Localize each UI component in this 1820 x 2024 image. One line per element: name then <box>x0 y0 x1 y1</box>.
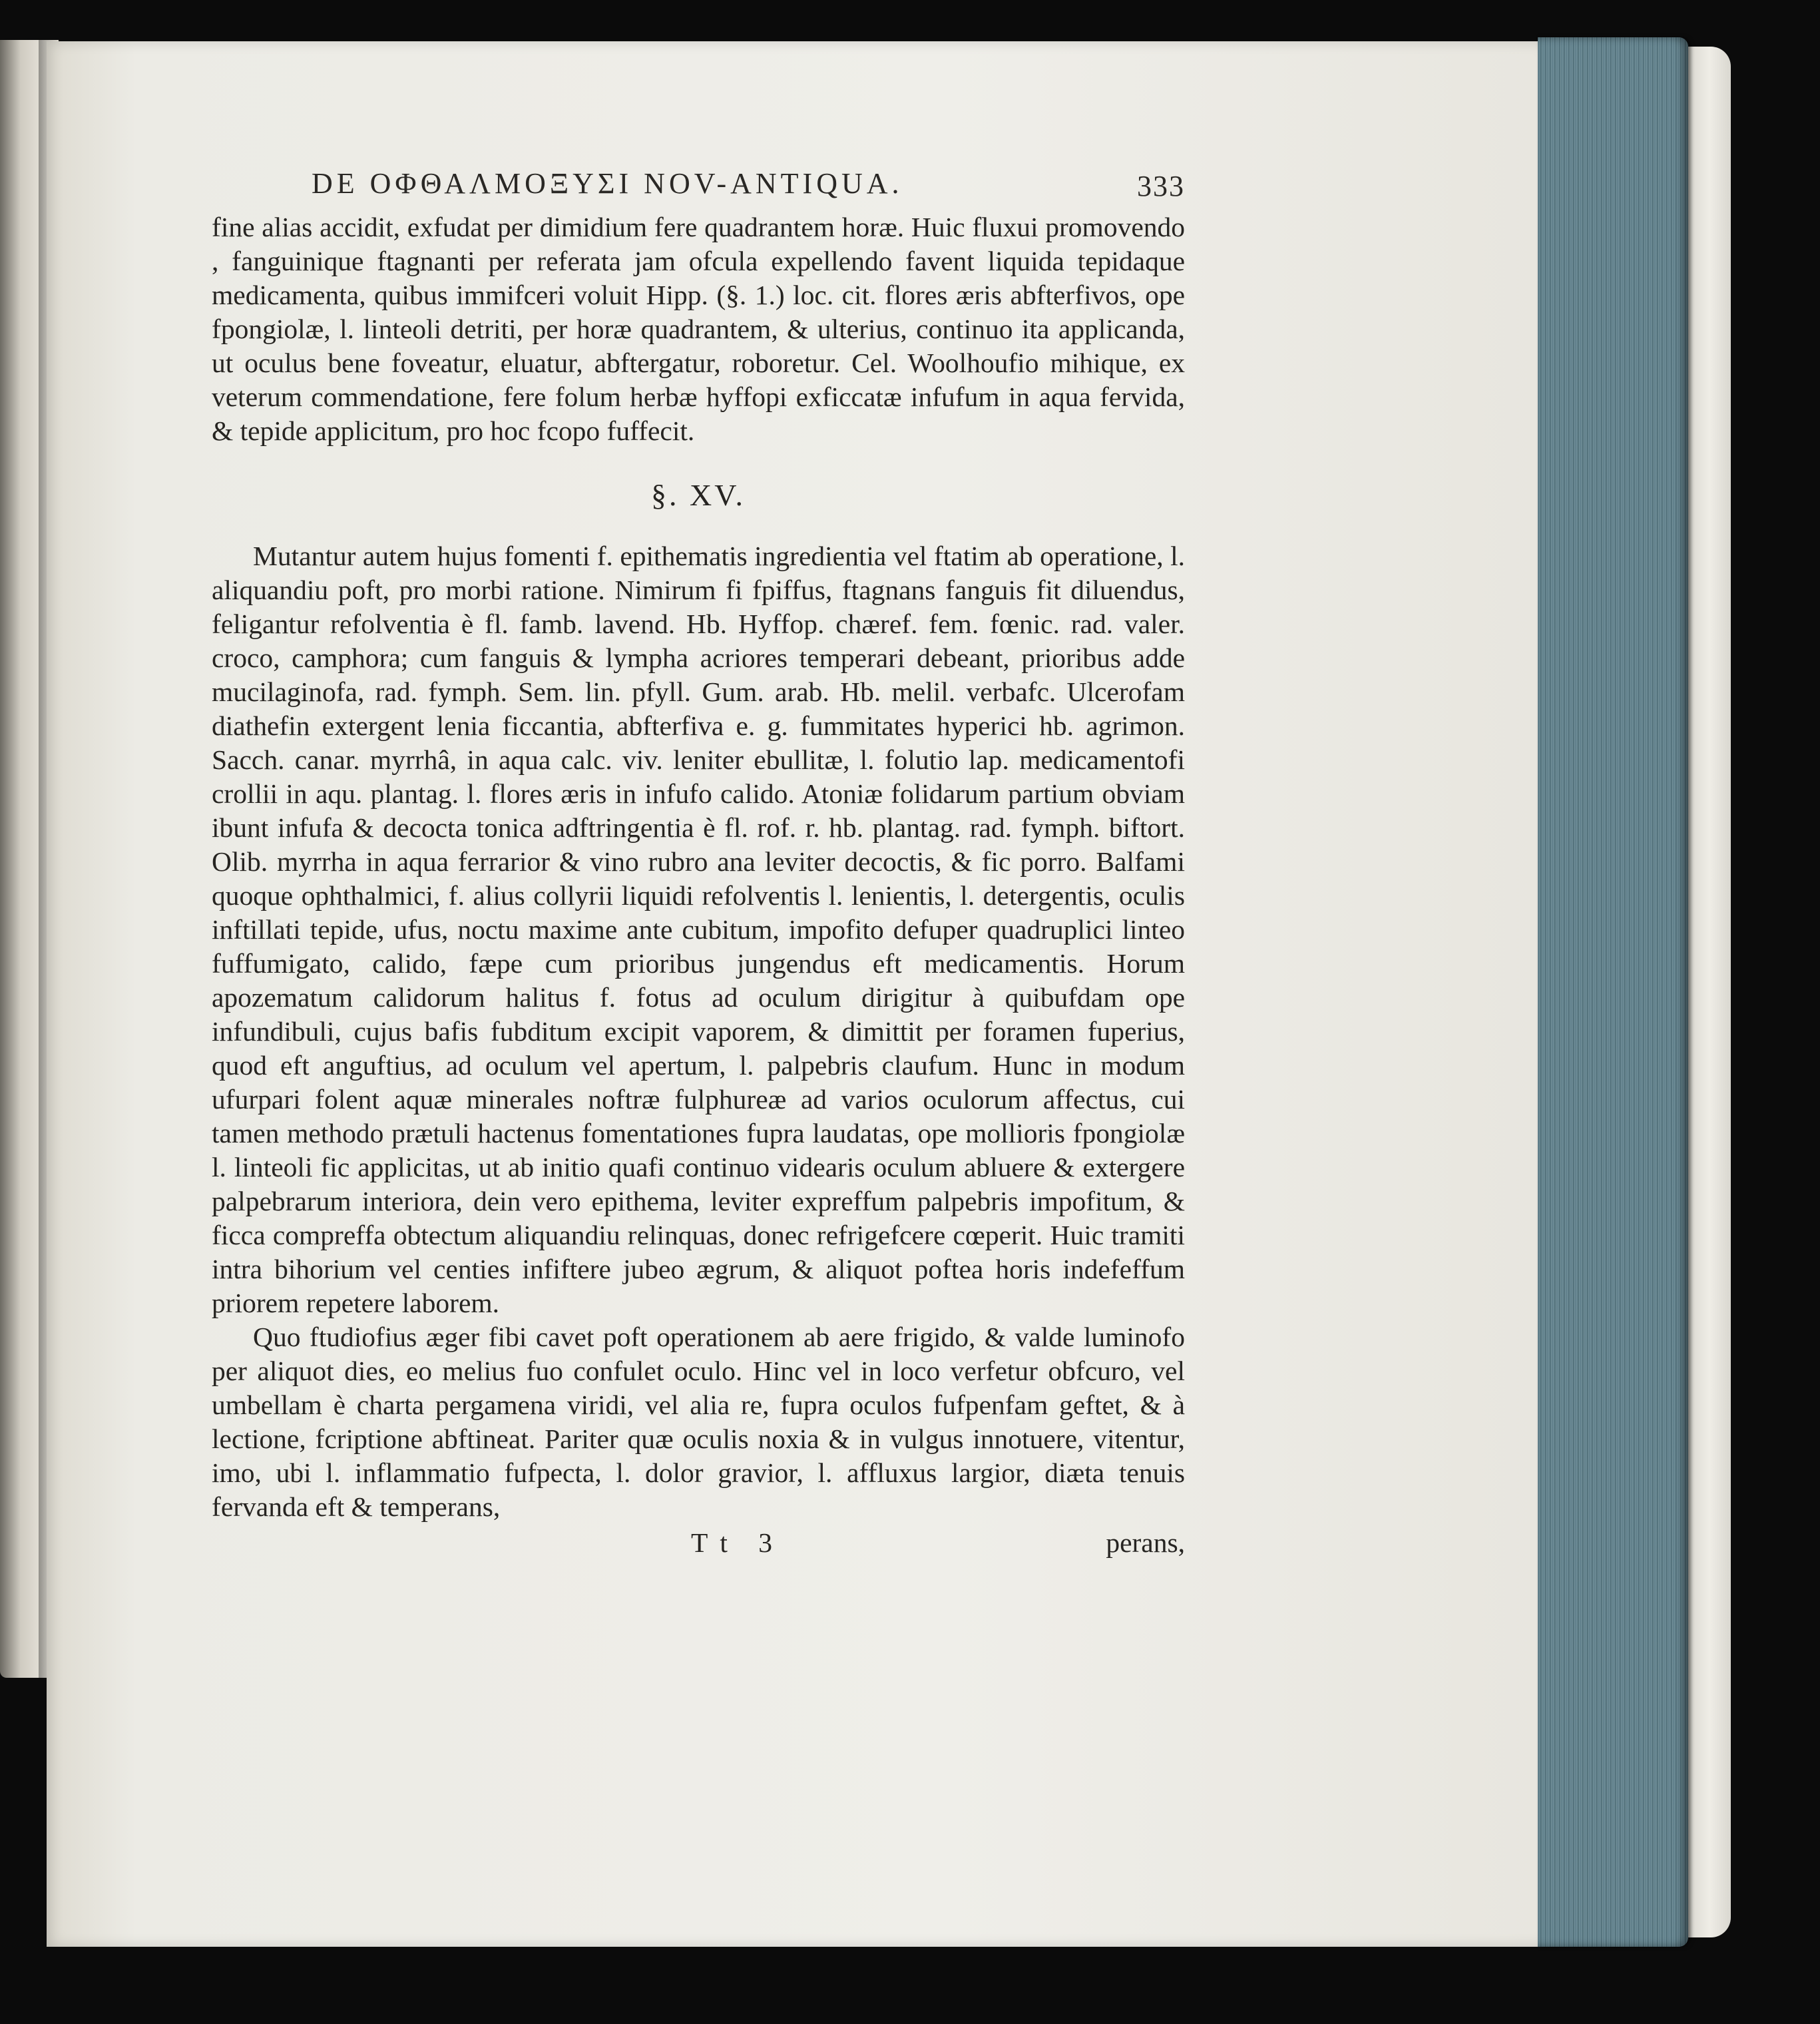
paragraph: fine alias accidit, exfudat per dimidium fere quadrantem horæ. Huic fluxui promovendo , fanguinique ftagnanti per referata jam ofcula expellendo favent liquida tepidaque medicamenta, quibus immifceri voluit Hipp. (§. 1.) loc. cit. flores æris abfterfivos, ope fpongiolæ, l. linteoli detriti, per horæ quadrantem, & ulterius, continuo ita applicanda, ut oculus bene foveatur, eluatur, abftergatur, roboretur. Cel. Woolhoufio mihique, ex veterum commendatione, fere folum herbæ hyffopi exficcatæ infufum in aqua fervida, & tepide applicitum, pro hoc fcopo fuffecit. <box>212 212 1185 446</box>
text-block <box>212 166 1185 1564</box>
page-number: 333 <box>1137 170 1185 202</box>
running-title: DE ΟΦΘΑΛΜΟΞΥΣΙ NOV-ANTIQUA. <box>312 167 903 200</box>
page-fore-edge <box>1538 37 1688 1947</box>
page-footer <box>212 1527 1185 1564</box>
signature-mark: Tt 3 <box>691 1527 785 1558</box>
paragraph: Mutantur autem hujus fomenti f. epithematis ingredientia vel ftatim ab operatione, l. aliquandiu poft, pro morbi ratione. Nimirum fi fpiffus, ftagnans fanguis fit diluendus, feligantur refolventia è fl. famb. lavend. Hb. Hyffop. chæref. fem. fœnic. rad. valer. croco, camphora; cum fanguis & lympha acriores temperari debeant, prioribus adde mucilaginofa, rad. fymph. Sem. lin. pfyll. Gum. arab. Hb. melil. verbafc. Ulcerofam diathefin extergent lenia ficcantia, abfterfiva e. g. fummitates hyperici hb. agrimon. Sacch. canar. myrrhâ, in aqua calc. viv. leniter ebullitæ, l. folutio lap. medicamentofi crollii in aqu. plantag. l. flores æris in infufo calido. Atoniæ folidarum partium obviam ibunt infufa & decocta tonica adftringentia è fl. rof. r. hb. plantag. rad. fymph. biftort. Olib. myrrha in aqua ferrarior & vino rubro ana leviter decoctis, & fic porro. Balfami quoque ophthalmici, f. alius collyrii liquidi refolventis l. lenientis, l. detergentis, oculis inftillati tepide, ufus, noctu maxime ante cubitum, impofito defuper quadruplici linteo fuffumigato, calido, fæpe cum prioribus jungendus eft medicamentis. Horum apozematum calidorum halitus f. fotus ad oculum dirigitur à quibufdam ope infundibuli, cujus bafis fubditum excipit vaporem, & dimittit per foramen fuperius, quod eft anguftius, ad oculum vel apertum, l. palpebris claufum. Hunc in modum ufurpari folent aquæ minerales noftræ fulphureæ ad varios oculorum affectus, cui tamen methodo prætuli hactenus fomentationes fupra laudatas, ope mollioris fpongiolæ l. linteoli fic applicitas, ut ab initio quafi continuo videaris oculum abluere & extergere palpebrarum interiora, dein vero epithema, leviter expreffum palpebris impofitum, & ficca compreffa obtectum aliquandiu relinquas, donec refrigefcere cœperit. Huic tramiti intra bihorium vel centies infiftere jubeo ægrum, & aliquot poftea horis indefeffum priorem repetere laborem. <box>212 541 1185 1318</box>
running-header <box>212 166 1185 206</box>
paragraph: Quo ftudiofius æger fibi cavet poft operationem ab aere frigido, & valde luminofo per aliquot dies, eo melius fuo confulet oculo. Hinc vel in loco verfetur obfcuro, vel umbellam è charta pergamena viridi, vel alia re, fupra oculos fufpenfam geftet, & à lectione, fcriptione abftineat. Pariter quæ oculis noxia & in vulgus innotuere, vitentur, imo, ubi l. inflammatio fufpecta, l. dolor gravior, l. affluxus largior, diæta tenuis fervanda eft & temperans, <box>212 1322 1185 1522</box>
section-heading: §. XV. <box>650 478 746 512</box>
catchword: perans, <box>1106 1527 1185 1558</box>
